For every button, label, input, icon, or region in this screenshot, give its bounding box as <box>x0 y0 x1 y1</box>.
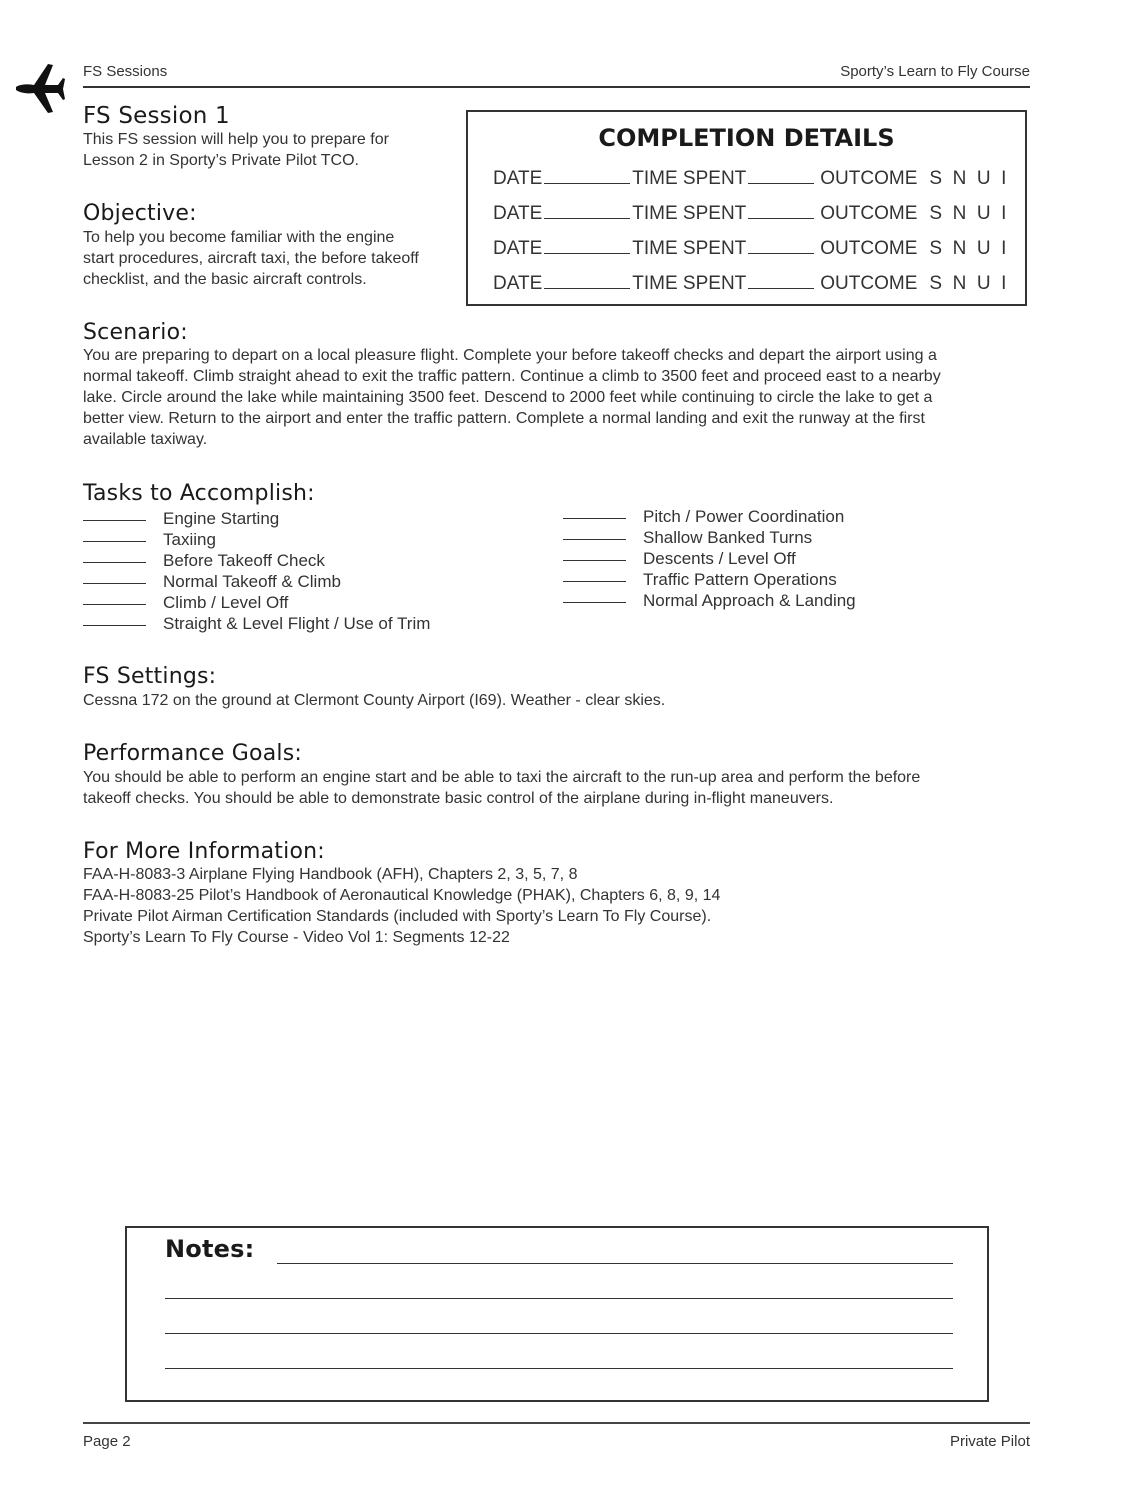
task-checkbox-line[interactable] <box>563 560 626 561</box>
header-rule <box>83 86 1030 88</box>
task-item[interactable]: Normal Approach & Landing <box>563 591 856 611</box>
completion-details-title: COMPLETION DETAILS <box>598 124 895 152</box>
completion-row: DATE TIME SPENT OUTCOME S N U I <box>493 238 1007 259</box>
notes-box <box>125 1226 989 1402</box>
header-section-label: FS Sessions <box>83 63 168 80</box>
completion-row: DATE TIME SPENT OUTCOME S N U I <box>493 273 1007 294</box>
date-field[interactable] <box>544 166 630 184</box>
header-course-label: Sporty’s Learn to Fly Course <box>840 63 1030 80</box>
task-item[interactable]: Engine Starting <box>83 509 279 529</box>
airplane-icon <box>14 62 66 114</box>
notes-line[interactable] <box>165 1368 953 1369</box>
time-spent-field[interactable] <box>748 271 814 289</box>
tasks-heading: Tasks to Accomplish: <box>83 481 315 506</box>
completion-row: DATE TIME SPENT OUTCOME S N U I <box>493 203 1007 224</box>
notes-line[interactable] <box>277 1263 953 1264</box>
task-checkbox-line[interactable] <box>563 581 626 582</box>
notes-line[interactable] <box>165 1298 953 1299</box>
time-spent-field[interactable] <box>748 236 814 254</box>
task-item[interactable]: Descents / Level Off <box>563 549 796 569</box>
task-checkbox-line[interactable] <box>83 604 146 605</box>
notes-heading: Notes: <box>165 1235 255 1263</box>
session-title: FS Session 1 <box>83 103 230 129</box>
date-field[interactable] <box>544 236 630 254</box>
task-item[interactable]: Pitch / Power Coordination <box>563 507 844 527</box>
completion-details-box <box>466 110 1027 306</box>
notes-line[interactable] <box>165 1333 953 1334</box>
task-item[interactable]: Before Takeoff Check <box>83 551 325 571</box>
objective-heading: Objective: <box>83 201 197 226</box>
scenario-heading: Scenario: <box>83 320 188 345</box>
task-checkbox-line[interactable] <box>563 602 626 603</box>
outcome-grades[interactable]: S N U I <box>929 168 1007 189</box>
objective-text: To help you become familiar with the engine start procedures, aircraft taxi, the before takeoff checklist, and the basic aircraft controls. <box>83 229 419 288</box>
date-field[interactable] <box>544 271 630 289</box>
task-checkbox-line[interactable] <box>83 520 146 521</box>
outcome-grades[interactable]: S N U I <box>929 203 1007 224</box>
session-intro: This FS session will help you to prepare for Lesson 2 in Sporty’s Private Pilot TCO. <box>83 131 389 169</box>
outcome-grades[interactable]: S N U I <box>929 273 1007 294</box>
task-item[interactable]: Traffic Pattern Operations <box>563 570 837 590</box>
more-info-heading: For More Information: <box>83 839 325 864</box>
task-item[interactable]: Taxiing <box>83 530 216 550</box>
performance-goals-heading: Performance Goals: <box>83 741 302 766</box>
time-spent-field[interactable] <box>748 166 814 184</box>
task-checkbox-line[interactable] <box>83 541 146 542</box>
task-item[interactable]: Climb / Level Off <box>83 593 288 613</box>
page-number: Page 2 <box>83 1433 131 1450</box>
fs-settings-text: Cessna 172 on the ground at Clermont County Airport (I69). Weather - clear skies. <box>83 692 666 709</box>
task-checkbox-line[interactable] <box>83 625 146 626</box>
scenario-text: You are preparing to depart on a local pleasure flight. Complete your before takeoff checks and depart the airport using a normal takeoff. Climb straight ahead to exit the traffic pattern. Continue a climb to 3500 feet and proceed east to a nearby lake. Circle around the lake while maintaining 3500 feet. Descend to 2000 feet while continuing to circle the lake to get a better view. Return to the airport and enter the traffic pattern. Complete a normal landing and exit the runway at the first available taxiway. <box>83 347 941 448</box>
footer-title: Private Pilot <box>949 1433 1030 1450</box>
date-field[interactable] <box>544 201 630 219</box>
task-checkbox-line[interactable] <box>83 562 146 563</box>
fs-settings-heading: FS Settings: <box>83 664 217 689</box>
performance-goals-text: You should be able to perform an engine start and be able to taxi the aircraft to the run-up area and perform the before takeoff checks. You should be able to demonstrate basic control of the airplane during in-flight maneuvers. <box>83 769 921 807</box>
time-spent-field[interactable] <box>748 201 814 219</box>
task-item[interactable]: Shallow Banked Turns <box>563 528 812 548</box>
footer-rule <box>83 1422 1030 1424</box>
task-checkbox-line[interactable] <box>563 539 626 540</box>
outcome-grades[interactable]: S N U I <box>929 238 1007 259</box>
task-item[interactable]: Straight & Level Flight / Use of Trim <box>83 614 430 634</box>
completion-row: DATE TIME SPENT OUTCOME S N U I <box>493 168 1007 189</box>
task-checkbox-line[interactable] <box>563 518 626 519</box>
more-info-text: FAA-H-8083-3 Airplane Flying Handbook (AFH), Chapters 2, 3, 5, 7, 8 FAA-H-8083-25 Pilot’s Handbook of Aeronautical Knowledge (PHAK), Chapters 6, 8, 9, 14 Private Pilot Airman Certification Standards (included with Sporty’s Learn To Fly Course). Sporty’s Learn To Fly Course - Video Vol 1: Segments 12-22 <box>83 866 721 946</box>
task-item[interactable]: Normal Takeoff & Climb <box>83 572 341 592</box>
task-checkbox-line[interactable] <box>83 583 146 584</box>
